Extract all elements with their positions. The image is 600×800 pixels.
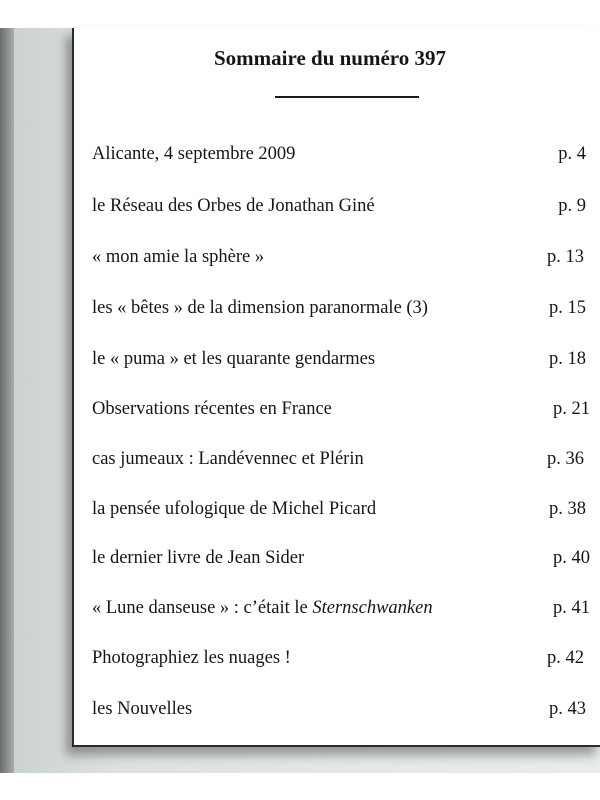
- toc-entry: [74, 349, 600, 377]
- toc-entry: [74, 598, 600, 626]
- toc-entry-title: Alicante, 4 septembre 2009: [92, 144, 296, 164]
- toc-entry-page: p. 38: [549, 499, 586, 519]
- toc-entry-page: p. 41: [553, 598, 590, 618]
- toc-entry-page: p. 9: [558, 196, 586, 216]
- table-of-contents: [74, 28, 600, 745]
- toc-entry-page: p. 42: [547, 648, 584, 668]
- toc-entry-title-prefix: « Lune danseuse » : c’était le: [92, 598, 313, 618]
- toc-entry: [74, 499, 600, 527]
- toc-entry: [74, 399, 600, 427]
- toc-entry: [74, 648, 600, 676]
- toc-entry-title: le Réseau des Orbes de Jonathan Giné: [92, 196, 375, 216]
- toc-entry-page: p. 18: [549, 349, 586, 369]
- toc-entry-page: p. 13: [547, 247, 584, 267]
- toc-entry-title: le dernier livre de Jean Sider: [92, 548, 305, 568]
- toc-entry: [74, 449, 600, 477]
- toc-entry: [74, 196, 600, 224]
- page-shadow-edge: [0, 28, 14, 773]
- toc-entry: [74, 548, 600, 576]
- toc-entry-title: « mon amie la sphère »: [92, 247, 265, 267]
- toc-entry-title: [92, 598, 433, 619]
- toc-entry: [74, 699, 600, 727]
- toc-entry: [74, 247, 600, 275]
- toc-entry-title-italic: Sternschwanken: [312, 598, 433, 618]
- toc-entry-title: Observations récentes en France: [92, 399, 332, 419]
- contents-card: [72, 28, 600, 747]
- page-title-text: Sommaire du numéro 397: [214, 46, 446, 70]
- toc-entry-title: la pensée ufologique de Michel Picard: [92, 499, 377, 519]
- toc-entry-page: p. 36: [547, 449, 584, 469]
- toc-entry-page: p. 15: [549, 298, 586, 318]
- toc-entry-title: le « puma » et les quarante gendarmes: [92, 349, 376, 369]
- toc-entry-title: cas jumeaux : Landévennec et Plérin: [92, 449, 364, 469]
- toc-entry-title: Photographiez les nuages !: [92, 648, 291, 668]
- toc-entry-page: p. 21: [553, 399, 590, 419]
- toc-entry: [74, 144, 600, 172]
- toc-entry-title: les Nouvelles: [92, 699, 193, 719]
- toc-entry-page: p. 4: [558, 144, 586, 164]
- toc-entry-title: les « bêtes » de la dimension paranormale (3): [92, 298, 428, 318]
- toc-entry-page: p. 40: [553, 548, 590, 568]
- toc-entry: [74, 298, 600, 326]
- toc-entry-page: p. 43: [549, 699, 586, 719]
